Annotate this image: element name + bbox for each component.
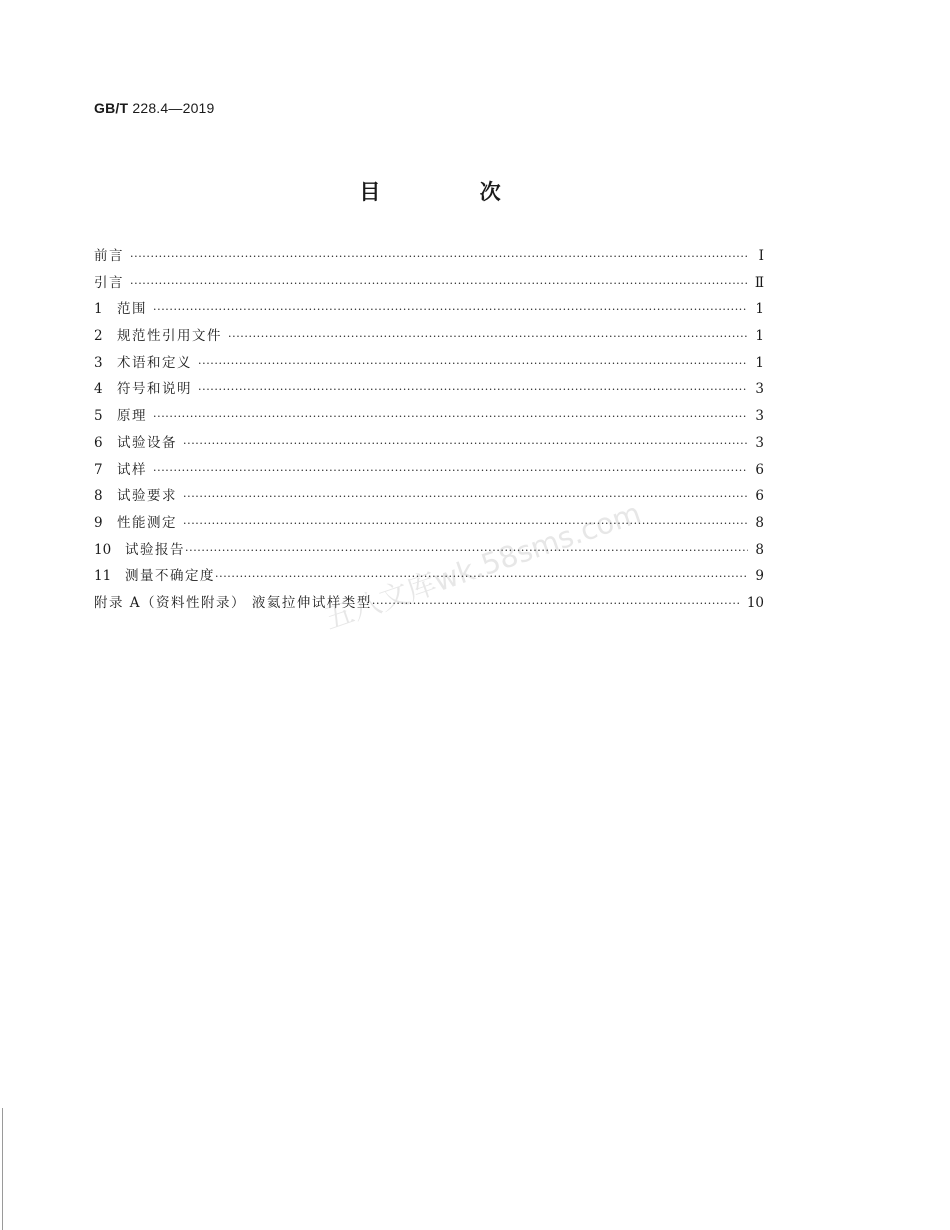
toc-entry-page: Ⅱ [754,274,764,291]
toc-entry-page: 3 [755,408,764,425]
toc-entry-label: 试验要求 [117,488,177,505]
dot-leader [215,570,748,583]
dot-leader [153,410,748,423]
toc-title: 目 次 [359,180,547,204]
toc-entry-number: 9 [94,514,103,531]
standard-number [94,100,215,116]
toc-entry-label: 试验报告 [125,541,185,558]
toc-entry-number: 10 [94,541,112,558]
toc-entry-number: 3 [94,354,103,371]
toc-entry-page: 8 [755,514,764,531]
toc-entry-page: 6 [755,461,764,478]
toc-entry-foreword[interactable] [94,244,764,271]
toc-entry-label: 范围 [117,301,147,318]
toc-entry-10[interactable] [94,538,764,565]
page-edge-line [2,1108,3,1230]
toc-entry-number: 4 [94,381,103,398]
toc-entry-page: 1 [755,301,764,318]
toc-entry-11[interactable] [94,564,764,591]
toc-entry-label: 测量不确定度 [125,568,215,585]
toc-entry-label: 附录 A（资料性附录） 液氦拉伸试样类型 [94,594,372,611]
toc-entry-label: 试样 [117,461,147,478]
dot-leader [228,330,748,343]
toc-entry-page: 3 [755,434,764,451]
toc-entry-label: 试验设备 [117,434,177,451]
toc-entry-6[interactable] [94,431,764,458]
toc-entry-label: 引言 [94,274,124,291]
dot-leader [198,383,748,396]
toc-entry-page: 6 [755,488,764,505]
toc-entry-page: 1 [755,328,764,345]
dot-leader [183,517,748,530]
toc-entry-annex-a[interactable] [94,591,764,618]
toc-entry-page: Ⅰ [758,248,764,264]
toc-entry-4[interactable] [94,377,764,404]
toc-entry-label: 规范性引用文件 [117,328,222,345]
toc-entry-number: 7 [94,461,103,478]
toc-entry-number: 11 [94,568,112,585]
toc-entry-page: 9 [755,568,764,585]
toc-entry-label: 性能测定 [117,514,177,531]
toc-entry-8[interactable] [94,484,764,511]
toc-entry-label: 原理 [117,408,147,425]
watermark-text: 五八文库wk.58sms.com [319,495,646,636]
toc-entry-label: 前言 [94,248,124,264]
dot-leader [130,250,748,263]
dot-leader [130,277,748,290]
dot-leader [183,437,748,450]
standard-prefix: GB/T [94,100,129,116]
toc-entry-2[interactable] [94,324,764,351]
toc-entry-number: 2 [94,328,103,345]
toc-entry-page: 10 [746,594,764,611]
toc-entry-page: 3 [755,381,764,398]
toc-entry-number: 5 [94,408,103,425]
toc-entry-label: 术语和定义 [117,354,192,371]
table-of-contents [94,244,764,618]
toc-entry-7[interactable] [94,458,764,485]
toc-entry-page: 8 [755,541,764,558]
toc-entry-5[interactable] [94,404,764,431]
toc-entry-3[interactable] [94,351,764,378]
toc-entry-1[interactable] [94,297,764,324]
toc-entry-introduction[interactable] [94,271,764,298]
toc-entry-label: 符号和说明 [117,381,192,398]
dot-leader [153,464,748,477]
dot-leader [198,357,748,370]
dot-leader [372,597,741,610]
toc-entry-number: 6 [94,434,103,451]
toc-entry-number: 8 [94,488,103,505]
dot-leader [185,544,748,557]
toc-entry-number: 1 [94,301,103,318]
toc-entry-page: 1 [755,354,764,371]
toc-entry-9[interactable] [94,511,764,538]
dot-leader [153,303,748,316]
standard-code: 228.4—2019 [132,100,215,116]
dot-leader [183,490,748,503]
